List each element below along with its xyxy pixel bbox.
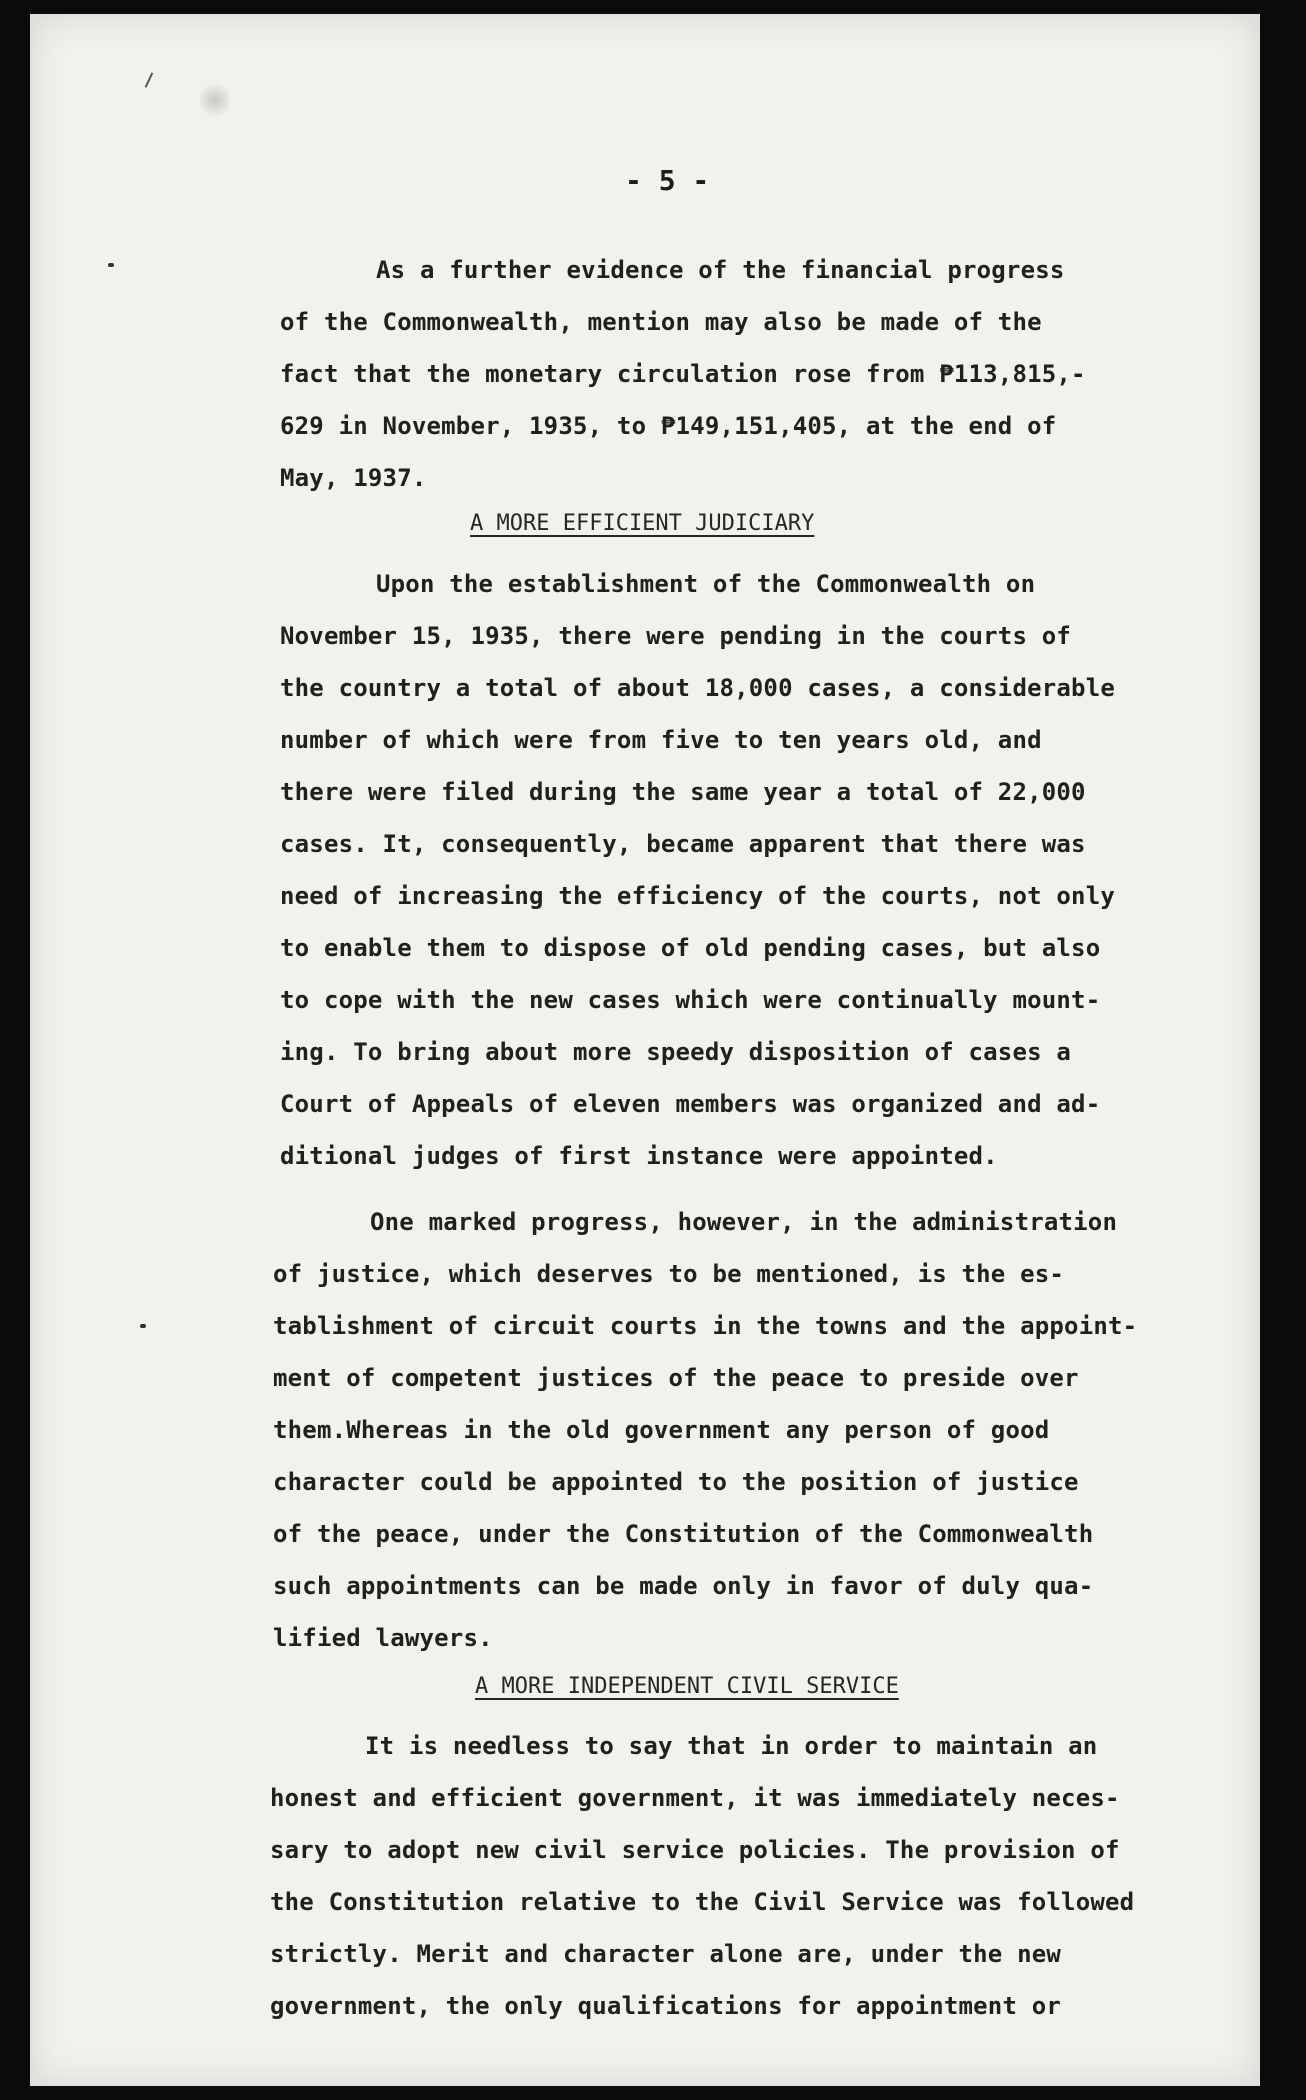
paragraph-line: to cope with the new cases which were continually mount- [280, 986, 1101, 1014]
paragraph-line: cases. It, consequently, became apparent that there was [280, 830, 1086, 858]
paragraph-line: them.Whereas in the old government any person of good [273, 1416, 1050, 1444]
paragraph-line: the Constitution relative to the Civil Service was followed [270, 1888, 1135, 1916]
paragraph-line: lified lawyers. [273, 1624, 493, 1652]
paragraph-line: to enable them to dispose of old pending cases, but also [280, 934, 1101, 962]
paragraph-line: strictly. Merit and character alone are, under the new [270, 1940, 1062, 1968]
paragraph-line: there were filed during the same year a total of 22,000 [280, 778, 1086, 806]
paragraph-line: of justice, which deserves to be mentioned, is the es- [273, 1260, 1065, 1288]
paragraph-line: tablishment of circuit courts in the towns and the appoint- [273, 1312, 1138, 1340]
paragraph-line: It is needless to say that in order to maintain an [365, 1732, 1098, 1760]
section-heading-judiciary: A MORE EFFICIENT JUDICIARY [470, 511, 815, 536]
paragraph-line: Court of Appeals of eleven members was organized and ad- [280, 1090, 1101, 1118]
paragraph-line: 629 in November, 1935, to ₱149,151,405, at the end of [280, 412, 1057, 440]
paragraph-line: of the peace, under the Constitution of the Commonwealth [273, 1520, 1094, 1548]
paragraph-line: One marked progress, however, in the administration [370, 1208, 1118, 1236]
paragraph-line: ditional judges of first instance were appointed. [280, 1142, 998, 1170]
ink-smudge [200, 80, 230, 120]
paragraph-line: May, 1937. [280, 464, 427, 492]
pen-tick-mark [145, 72, 154, 87]
paragraph-line: fact that the monetary circulation rose from ₱113,815,- [280, 360, 1086, 388]
paragraph-line: November 15, 1935, there were pending in the courts of [280, 622, 1072, 650]
document-page [30, 14, 1260, 2086]
paragraph-line: Upon the establishment of the Commonwealth on [376, 570, 1036, 598]
margin-dot [108, 263, 114, 267]
paragraph-line: sary to adopt new civil service policies. The provision of [270, 1836, 1120, 1864]
margin-dot [140, 1324, 146, 1328]
paragraph-line: of the Commonwealth, mention may also be made of the [280, 308, 1042, 336]
paragraph-line: the country a total of about 18,000 cases, a considerable [280, 674, 1116, 702]
paragraph-line: need of increasing the efficiency of the courts, not only [280, 882, 1116, 910]
paragraph-line: ment of competent justices of the peace to preside over [273, 1364, 1079, 1392]
paragraph-line: such appointments can be made only in favor of duly qua- [273, 1572, 1094, 1600]
paragraph-line: character could be appointed to the position of justice [273, 1468, 1079, 1496]
section-heading-civil-service: A MORE INDEPENDENT CIVIL SERVICE [475, 1674, 899, 1699]
paragraph-line: number of which were from five to ten years old, and [280, 726, 1042, 754]
paragraph-line: ing. To bring about more speedy disposition of cases a [280, 1038, 1072, 1066]
paragraph-line: government, the only qualifications for appointment or [270, 1992, 1062, 2020]
paragraph-line: honest and efficient government, it was immediately neces- [270, 1784, 1120, 1812]
page-number: - 5 - [625, 164, 710, 197]
paragraph-line: As a further evidence of the financial progress [376, 256, 1065, 284]
